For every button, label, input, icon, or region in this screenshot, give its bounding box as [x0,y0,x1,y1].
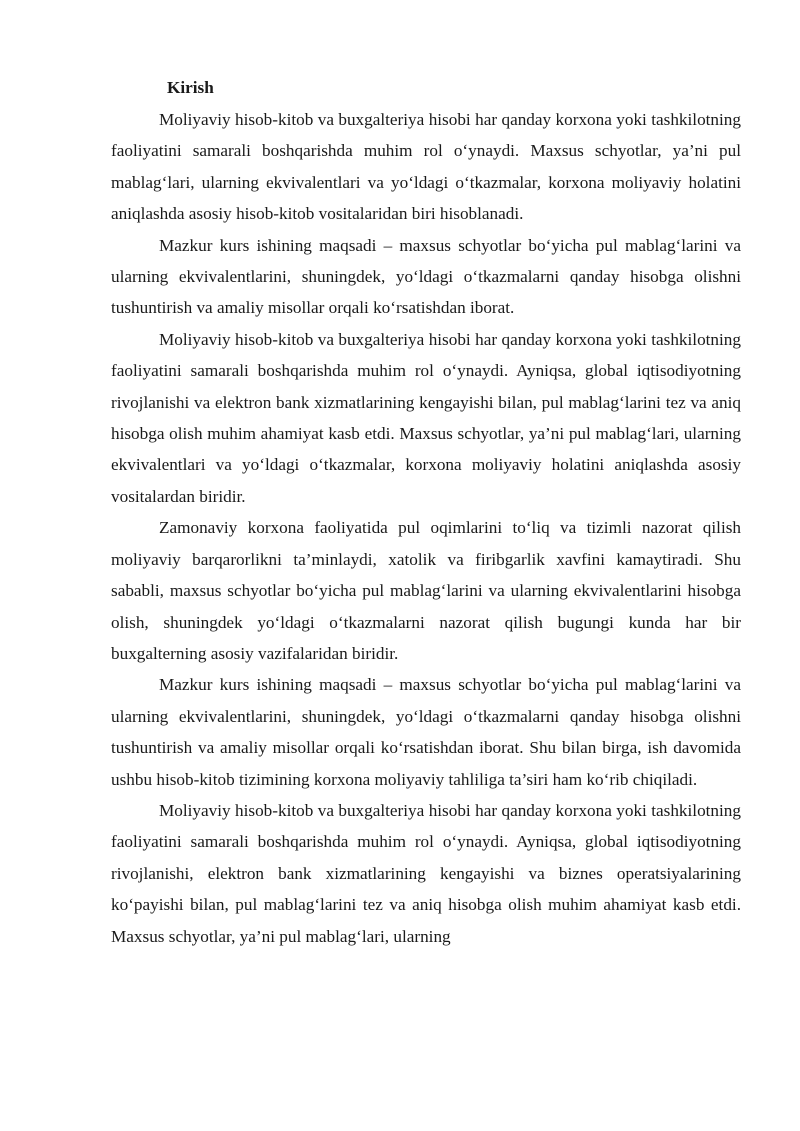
paragraph-5: Mazkur kurs ishining maqsadi – maxsus schyotlar bo‘yicha pul mablag‘larini va ularning ekvivalentlarini, shuningdek, yo‘ldagi o‘tkazmalarni qanday hisobga olishni tushuntirish va amaliy misollar orqali ko‘rsatishdan iborat. Shu bilan birga, ish davomida ushbu hisob-kitob tizimining korxona moliyaviy tahliliga ta’siri ham ko‘rib chiqiladi. [111,675,741,789]
paragraph-6: Moliyaviy hisob-kitob va buxgalteriya hisobi har qanday korxona yoki tashkilotning faoliyatini samarali boshqarishda muhim rol o‘ynaydi. Ayniqsa, global iqtisodiyotning rivojlanishi, elektron bank xizmatlarining kengayishi va biznes operatsiyalarining ko‘payishi bilan, pul mablag‘larini tez va aniq hisobga olish muhim ahamiyat kasb etdi. Maxsus schyotlar, ya’ni pul mablag‘lari, ularning [111,800,741,946]
paragraph-2: Mazkur kurs ishining maqsadi – maxsus schyotlar bo‘yicha pul mablag‘larini va ularning ekvivalentlarini, shuningdek, yo‘ldagi o‘tkazmalarni qanday hisobga olishni tushuntirish va amaliy misollar orqali ko‘rsatishdan iborat. [111,235,741,318]
paragraph-1: Moliyaviy hisob-kitob va buxgalteriya hisobi har qanday korxona yoki tashkilotning faoliyatini samarali boshqarishda muhim rol o‘ynaydi. Maxsus schyotlar, ya’ni pul mablag‘lari, ularning ekvivalentlari va yo‘ldagi o‘tkazmalar, korxona moliyaviy holatini aniqlashda asosiy hisob-kitob vositalaridan biri hisoblanadi. [111,110,741,224]
paragraph-3: Moliyaviy hisob-kitob va buxgalteriya hisobi har qanday korxona yoki tashkilotning faoliyatini samarali boshqarishda muhim rol o‘ynaydi. Ayniqsa, global iqtisodiyotning rivojlanishi va elektron bank xizmatlarining kengayishi bilan, pul mablag‘larini tez va aniq hisobga olish muhim ahamiyat kasb etdi. Maxsus schyotlar, ya’ni pul mablag‘lari, ularning ekvivalentlari va yo‘ldagi o‘tkazmalar, korxona moliyaviy holatini aniqlashda asosiy vositalardan biridir. [111,329,741,506]
section-heading: Kirish [167,78,214,97]
paragraph-4: Zamonaviy korxona faoliyatida pul oqimlarini to‘liq va tizimli nazorat qilish moliyaviy barqarorlikni ta’minlaydi, xatolik va firibgarlik xavfini kamaytiradi. Shu sababli, maxsus schyotlar bo‘yicha pul mablag‘larini va ularning ekvivalentlarini hisobga olish, shuningdek yo‘ldagi o‘tkazmalarni nazorat qilish bugungi kunda har bir buxgalterning asosiy vazifalaridan biridir. [111,518,741,663]
document-body [111,72,741,952]
